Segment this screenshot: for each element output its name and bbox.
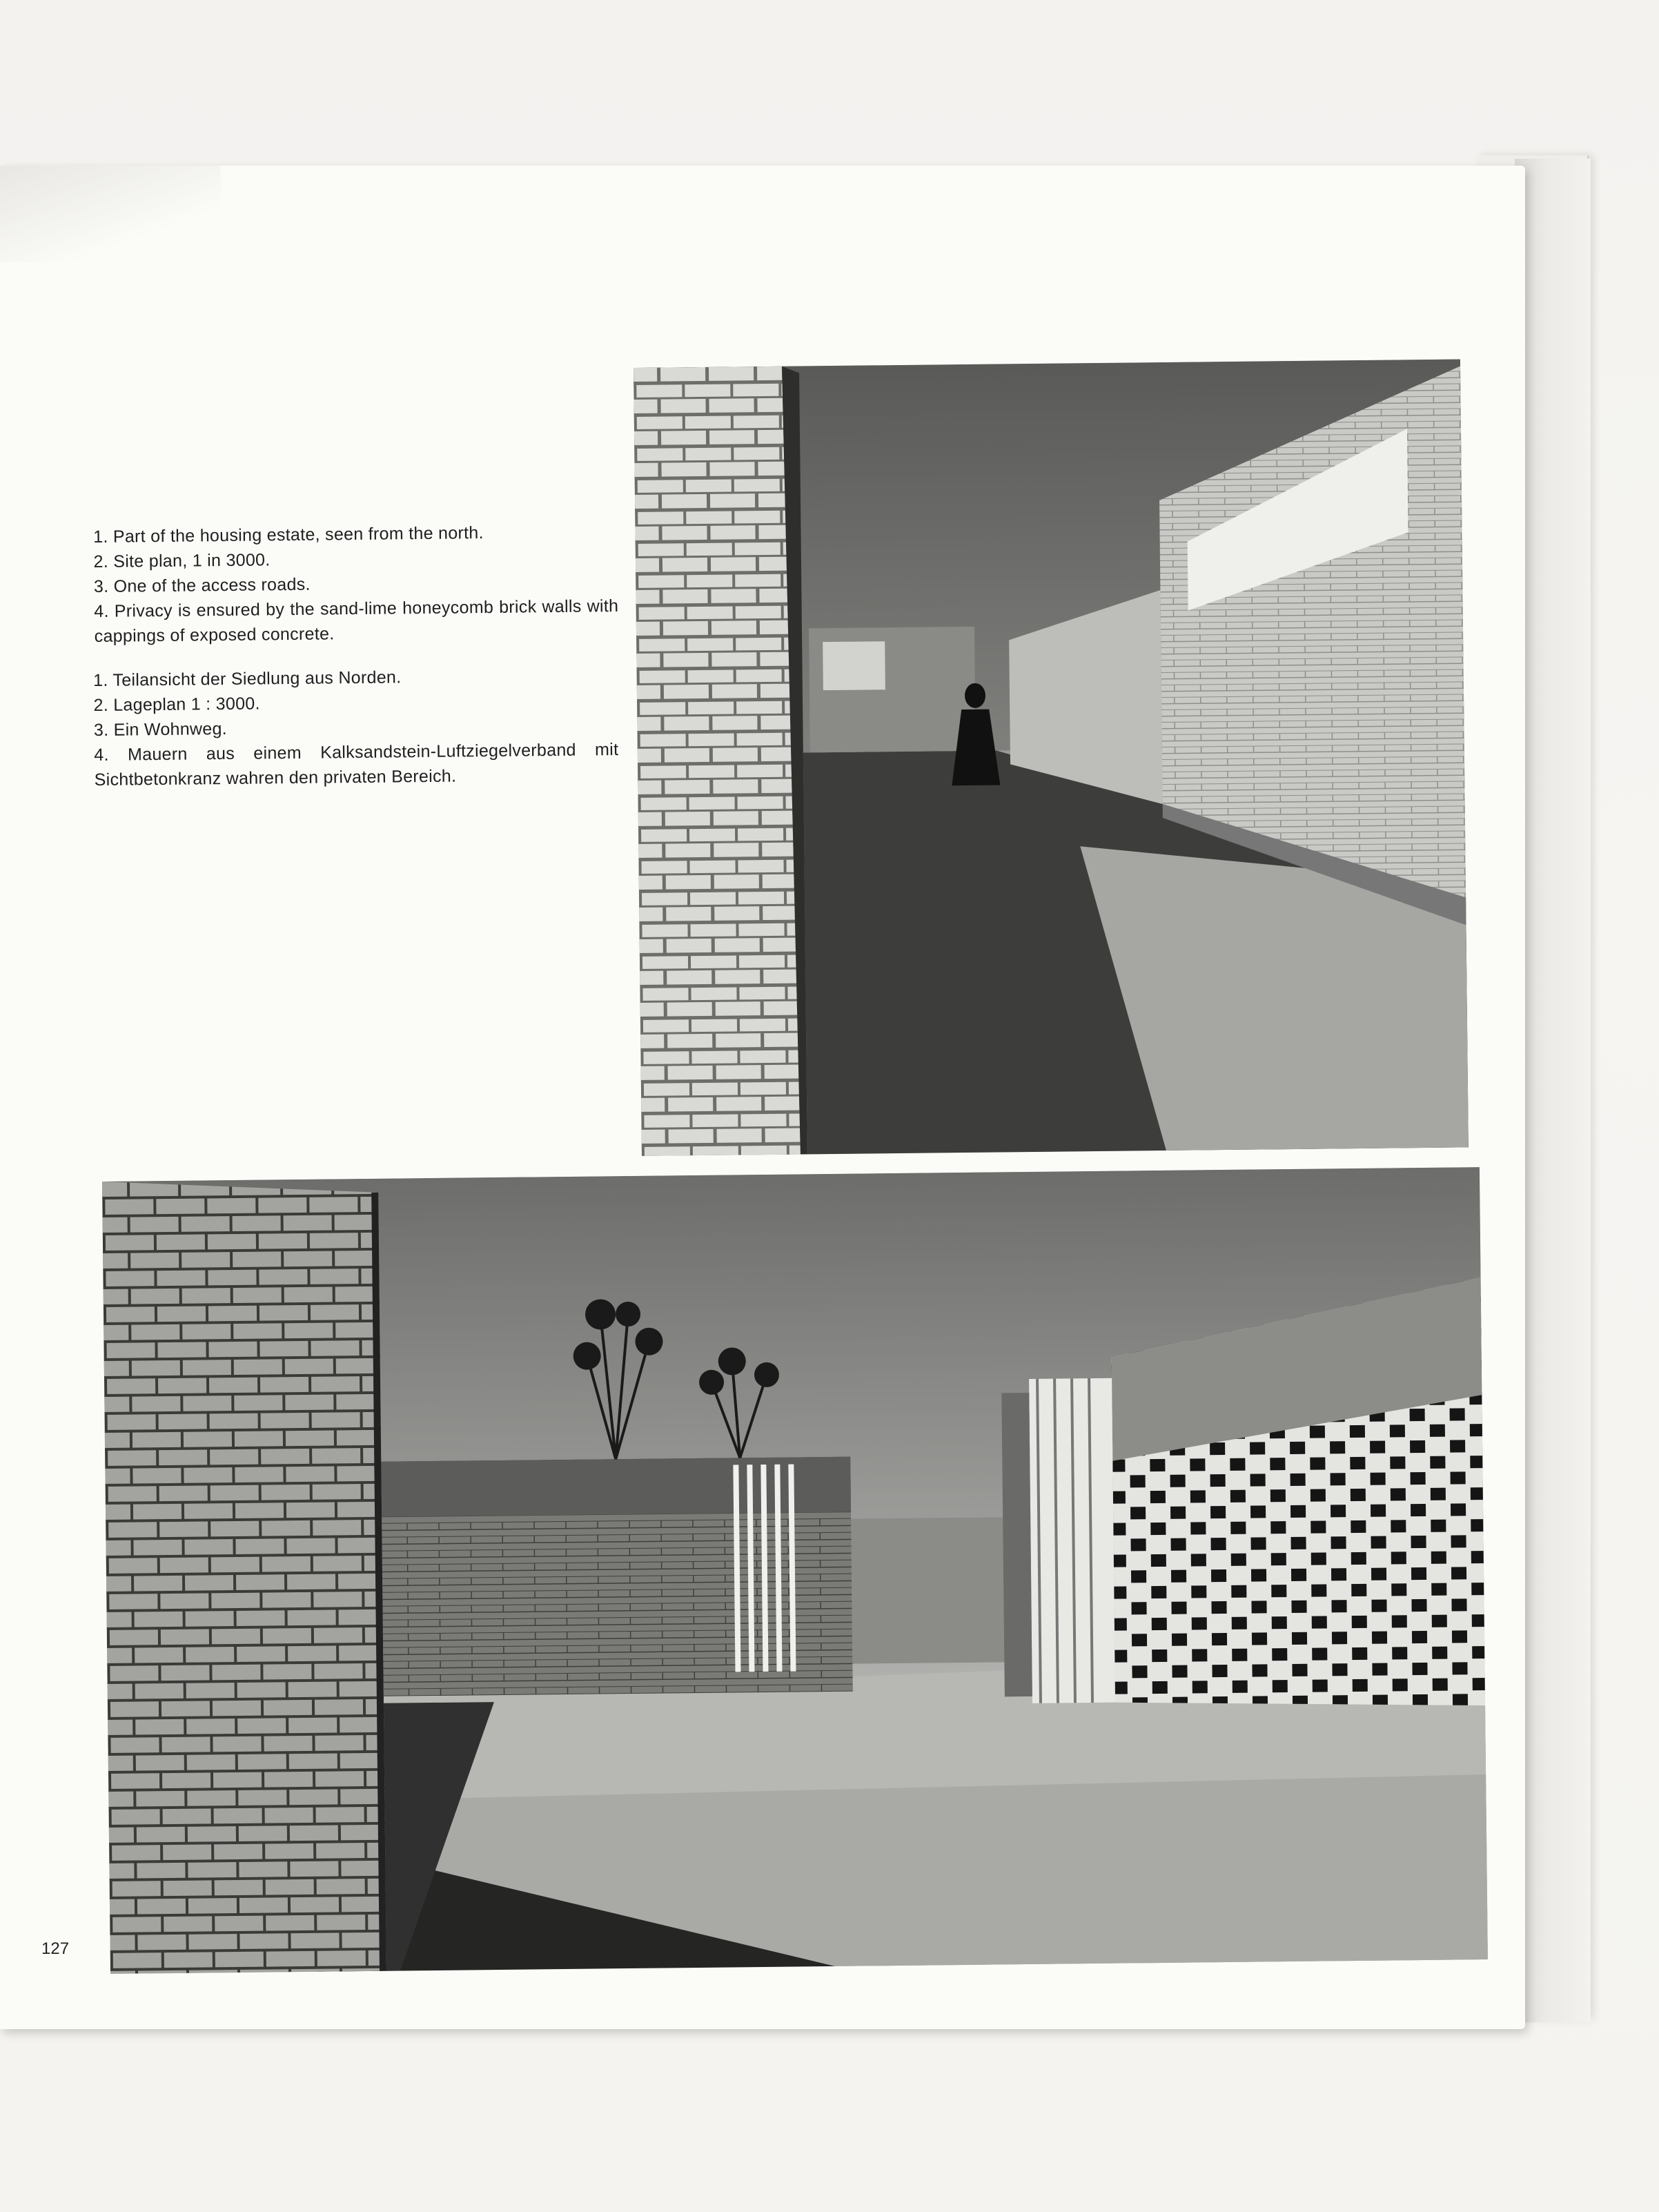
caption-en-1: 1. Part of the housing estate, seen from the north.: [93, 523, 484, 547]
access-road-image: [634, 359, 1469, 1155]
caption-en-4: 4. Privacy is ensured by the sand-lime honeycomb brick walls with cappings of exposed concrete.: [94, 596, 619, 646]
courtyard-image: [102, 1167, 1488, 1974]
photo-access-road: [634, 359, 1469, 1155]
captions-english: [93, 519, 619, 649]
photo-courtyard: [102, 1167, 1488, 1974]
caption-en-2: 2. Site plan, 1 in 3000.: [93, 550, 271, 571]
page-number: 127: [41, 1939, 70, 1958]
caption-de-1: 1. Teilansicht der Siedlung aus Norden.: [93, 667, 402, 690]
caption-en-3: 3. One of the access roads.: [93, 574, 311, 596]
caption-de-2: 2. Lageplan 1 : 3000.: [93, 694, 260, 715]
caption-de-4: 4. Mauern aus einem Kalksandstein-Luftziegelverband mit Sichtbetonkranz wahren den privaten Bereich.: [94, 740, 619, 790]
page-edge-shadow: [1515, 159, 1591, 2022]
caption-de-3: 3. Ein Wohnweg.: [93, 718, 228, 740]
captions-german: [93, 663, 619, 792]
